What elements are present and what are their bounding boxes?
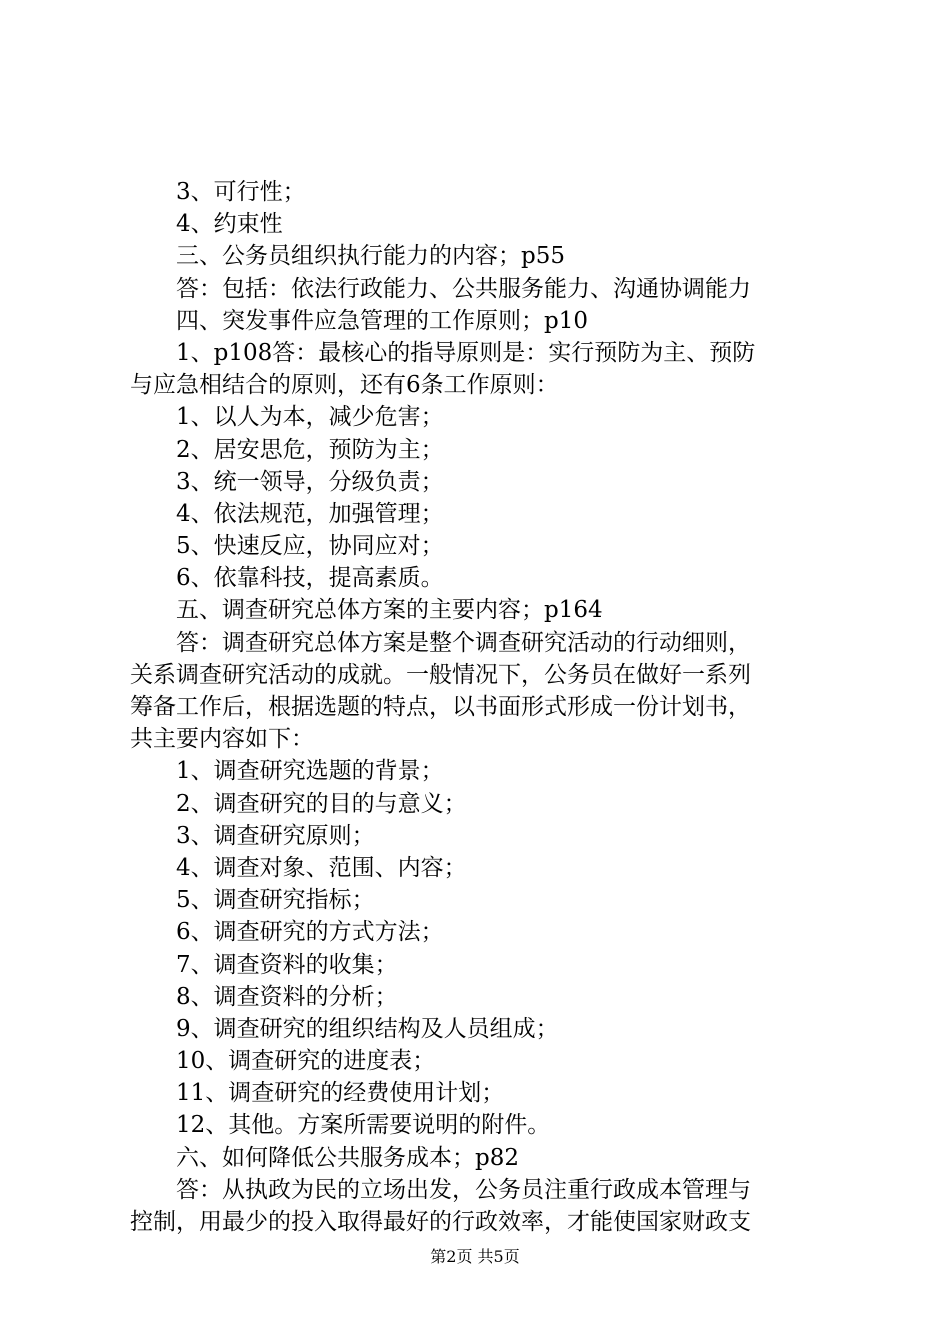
text-line: 3、统一领导，分级负责； bbox=[176, 468, 444, 495]
text-line: 5、调查研究指标； bbox=[176, 887, 375, 914]
text-line: 8、调查资料的分析； bbox=[176, 983, 398, 1010]
text-line: 4、调查对象、范围、内容； bbox=[176, 854, 467, 881]
text-line: 4、依法规范，加强管理； bbox=[176, 500, 444, 527]
text-line: 1、调查研究选题的背景； bbox=[176, 758, 444, 785]
text-line: 3、调查研究原则； bbox=[176, 822, 375, 849]
text-line: 关系调查研究活动的成就。一般情况下，公务员在做好一系列 bbox=[130, 661, 751, 688]
text-line: 三、公务员组织执行能力的内容；p55 bbox=[176, 243, 565, 270]
text-line: 2、调查研究的目的与意义； bbox=[176, 790, 467, 817]
text-line: 10、调查研究的进度表； bbox=[176, 1048, 436, 1075]
text-line: 六、如何降低公共服务成本；p82 bbox=[176, 1144, 519, 1171]
text-line: 1、以人为本，减少危害； bbox=[176, 404, 444, 431]
text-line: 6、依靠科技，提高素质。 bbox=[176, 565, 444, 592]
text-line: 四、突发事件应急管理的工作原则；p10 bbox=[176, 307, 588, 334]
text-line: 5、快速反应，协同应对； bbox=[176, 533, 444, 560]
text-line: 7、调查资料的收集； bbox=[176, 951, 398, 978]
text-line: 答：从执政为民的立场出发，公务员注重行政成本管理与 bbox=[176, 1176, 751, 1203]
text-line: 共主要内容如下： bbox=[130, 726, 314, 753]
text-line: 2、居安思危，预防为主； bbox=[176, 436, 444, 463]
text-line: 控制，用最少的投入取得最好的行政效率，才能使国家财政支 bbox=[130, 1209, 751, 1235]
text-line: 答：包括：依法行政能力、公共服务能力、沟通协调能力 bbox=[176, 275, 751, 302]
text-line: 4、约束性 bbox=[176, 211, 283, 238]
text-line: 9、调查研究的组织结构及人员组成； bbox=[176, 1015, 559, 1042]
text-line: 五、调查研究总体方案的主要内容；p164 bbox=[176, 597, 603, 624]
text-line: 11、调查研究的经费使用计划； bbox=[176, 1080, 505, 1107]
document-body bbox=[130, 176, 830, 1238]
text-line: 3、可行性； bbox=[176, 179, 306, 205]
page-footer: 第2页 共5页 bbox=[430, 1247, 520, 1266]
text-line: 筹备工作后，根据选题的特点，以书面形式形成一份计划书， bbox=[130, 694, 751, 720]
text-line: 与应急相结合的原则，还有6条工作原则： bbox=[130, 372, 559, 399]
text-line: 12、其他。方案所需要说明的附件。 bbox=[176, 1112, 551, 1139]
text-line: 6、调查研究的方式方法； bbox=[176, 919, 444, 946]
text-line: 答：调查研究总体方案是整个调查研究活动的行动细则， bbox=[176, 629, 751, 656]
text-line: 1、p108答：最核心的指导原则是：实行预防为主、预防 bbox=[176, 339, 756, 366]
